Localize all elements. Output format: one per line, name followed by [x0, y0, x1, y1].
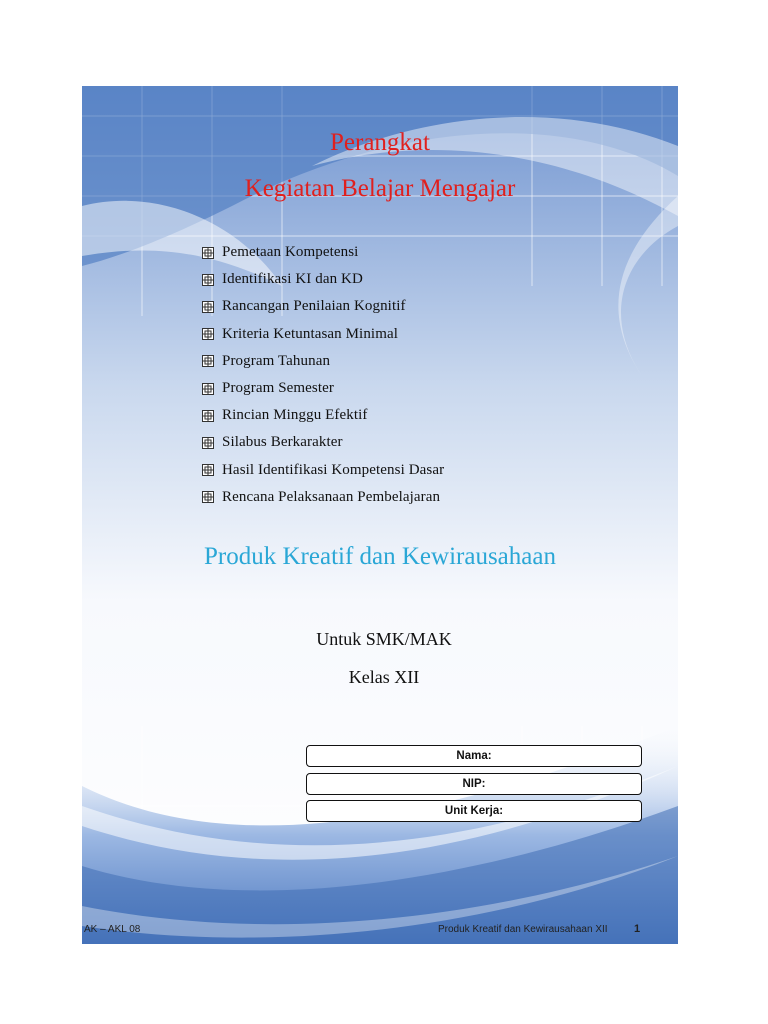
list-item-label: Rencana Pelaksanaan Pembelajaran	[222, 488, 441, 505]
cover-page	[82, 86, 678, 944]
page-number: 1	[634, 923, 641, 935]
footer-code: AK – AKL 08	[84, 924, 141, 935]
title-line-1: Perangkat	[330, 129, 430, 156]
target-audience: Untuk SMK/MAK	[316, 629, 452, 649]
list-item	[202, 239, 444, 266]
list-item	[202, 348, 444, 375]
boxed-plus-icon	[202, 247, 214, 259]
list-item-label: Silabus Berkarakter	[222, 434, 343, 451]
product-title: Produk Kreatif dan Kewirausahaan	[204, 543, 556, 570]
list-item-label: Rincian Minggu Efektif	[222, 407, 368, 424]
name-field[interactable]: Nama:	[306, 745, 642, 767]
footer-title: Produk Kreatif dan Kewirausahaan XII	[438, 924, 608, 935]
boxed-plus-icon	[202, 491, 214, 503]
list-item	[202, 402, 444, 429]
list-item-label: Hasil Identifikasi Kompetensi Dasar	[222, 461, 445, 478]
list-item	[202, 484, 444, 511]
boxed-plus-icon	[202, 437, 214, 449]
class-level: Kelas XII	[348, 667, 420, 687]
list-item	[202, 293, 444, 320]
document-list	[202, 239, 444, 511]
list-item	[202, 321, 444, 348]
list-item-label: Program Tahunan	[222, 352, 331, 369]
boxed-plus-icon	[202, 464, 214, 476]
list-item-label: Pemetaan Kompetensi	[222, 244, 359, 261]
list-item-label: Kriteria Ketuntasan Minimal	[222, 325, 398, 342]
list-item-label: Rancangan Penilaian Kognitif	[222, 298, 406, 315]
list-item	[202, 266, 444, 293]
boxed-plus-icon	[202, 301, 214, 313]
list-item	[202, 375, 444, 402]
boxed-plus-icon	[202, 410, 214, 422]
unit-kerja-field[interactable]: Unit Kerja:	[306, 800, 642, 822]
list-item-label: Program Semester	[222, 380, 334, 397]
title-line-2: Kegiatan Belajar Mengajar	[244, 175, 516, 202]
nip-field[interactable]: NIP:	[306, 773, 642, 795]
list-item-label: Identifikasi KI dan KD	[222, 271, 363, 288]
list-item	[202, 429, 444, 456]
boxed-plus-icon	[202, 274, 214, 286]
boxed-plus-icon	[202, 383, 214, 395]
list-item	[202, 457, 444, 484]
boxed-plus-icon	[202, 328, 214, 340]
boxed-plus-icon	[202, 355, 214, 367]
